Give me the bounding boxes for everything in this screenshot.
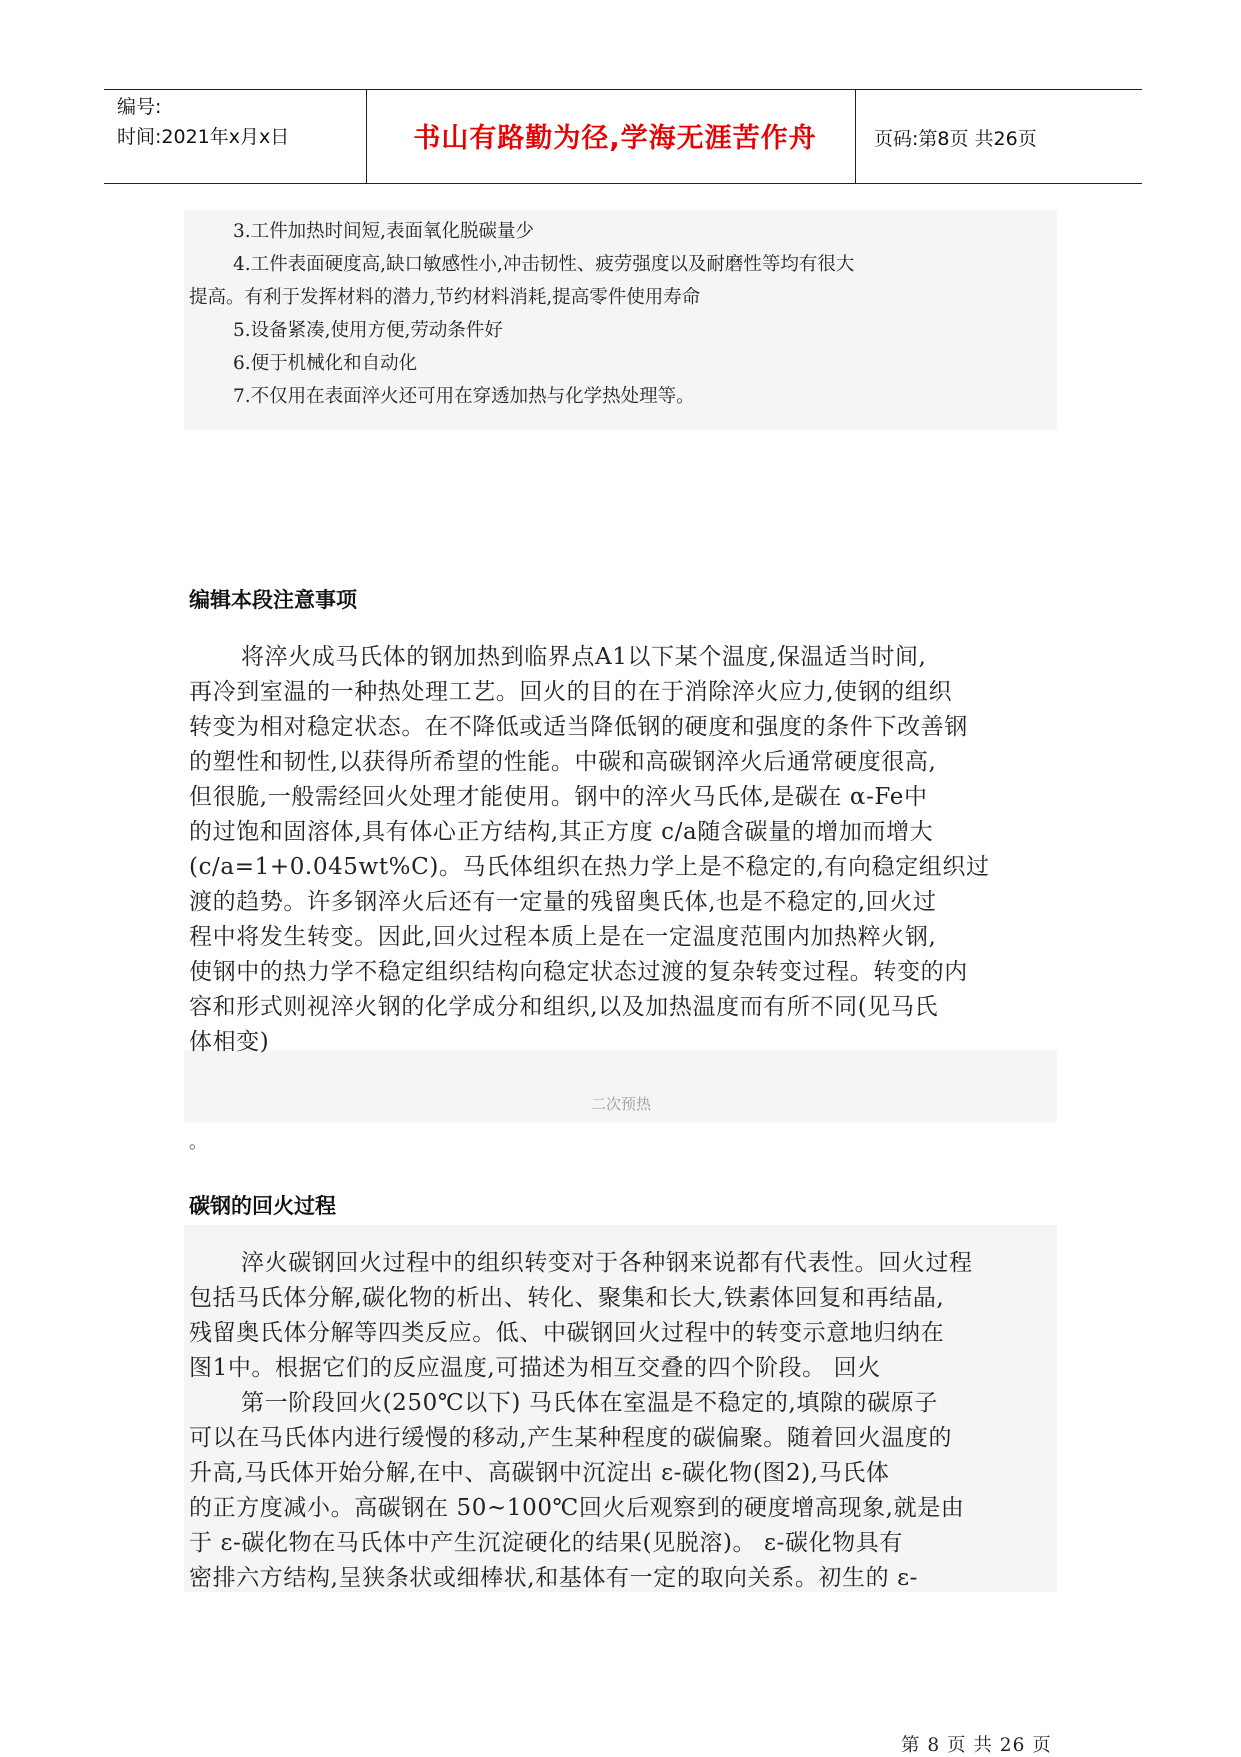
section-heading: 碳钢的回火过程 — [189, 1194, 336, 1218]
paragraph-line: 可以在马氏体内进行缓慢的移动,产生某种程度的碳偏聚。随着回火温度的 — [189, 1425, 953, 1451]
paragraph-line: 再冷到室温的一种热处理工艺。回火的目的在于消除淬火应力,使钢的组织 — [189, 679, 953, 705]
list-item: 3.工件加热时间短,表面氧化脱碳量少 — [233, 221, 535, 242]
number-label: 编号: — [117, 96, 162, 118]
header-slogan: 书山有路勤为径,学海无涯苦作舟 — [413, 123, 817, 154]
paragraph-line: 的塑性和韧性,以获得所希望的性能。中碳和高碳钢淬火后通常硬度很高, — [189, 749, 937, 775]
paragraph-line: 残留奥氏体分解等四类反应。低、中碳钢回火过程中的转变示意地归纳在 — [189, 1320, 945, 1346]
header-meta — [117, 92, 289, 152]
section-heading: 编辑本段注意事项 — [189, 588, 357, 612]
header-divider-left — [366, 89, 367, 183]
paragraph-line: 包括马氏体分解,碳化物的析出、转化、聚集和长大,铁素体回复和再结晶, — [189, 1285, 945, 1311]
page-footer: 第 8 页 共 26 页 — [901, 1735, 1052, 1756]
paragraph-line: 程中将发生转变。因此,回火过程本质上是在一定温度范围内加热粹火钢, — [189, 924, 937, 950]
paragraph-line: 渡的趋势。许多钢淬火后还有一定量的残留奥氏体,也是不稳定的,回火过 — [189, 889, 937, 915]
list-item: 7.不仅用在表面淬火还可用在穿透加热与化学热处理等。 — [233, 386, 695, 407]
paragraph-line: 容和形式则视淬火钢的化学成分和组织,以及加热温度而有所不同(见马氏 — [189, 994, 939, 1020]
header-top-rule — [104, 89, 1142, 90]
paragraph-line: 使钢中的热力学不稳定组织结构向稳定状态过渡的复杂转变过程。转变的内 — [189, 959, 968, 985]
paragraph-line: 升高,马氏体开始分解,在中、高碳钢中沉淀出 ε-碳化物(图2),马氏体 — [189, 1460, 890, 1486]
paragraph-line: 体相变) — [189, 1029, 270, 1055]
paragraph-line: 的过饱和固溶体,具有体心正方结构,其正方度 c/a随含碳量的增加而增大 — [189, 819, 934, 845]
list-item: 4.工件表面硬度高,缺口敏感性小,冲击韧性、疲劳强度以及耐磨性等均有很大 — [233, 254, 855, 275]
paragraph-line: 将淬火成马氏体的钢加热到临界点A1以下某个温度,保温适当时间, — [241, 644, 927, 670]
paragraph-line: 转变为相对稳定状态。在不降低或适当降低钢的硬度和强度的条件下改善钢 — [189, 714, 968, 740]
paragraph-line: 于 ε-碳化物在马氏体中产生沉淀硬化的结果(见脱溶)。 ε-碳化物具有 — [189, 1530, 903, 1556]
header-bottom-rule — [104, 183, 1142, 184]
paragraph-line: 第一阶段回火(250℃以下) 马氏体在室温是不稳定的,填隙的碳原子 — [241, 1390, 938, 1416]
section-paragraph — [189, 1246, 1059, 1596]
paragraph-line: 淬火碳钢回火过程中的组织转变对于各种钢来说都有代表性。回火过程 — [241, 1250, 973, 1276]
list-item: 6.便于机械化和自动化 — [233, 353, 418, 374]
stray-period: 。 — [189, 1132, 207, 1153]
image-caption: 二次预热 — [590, 1095, 651, 1113]
paragraph-line: 但很脆,一般需经回火处理才能使用。钢中的淬火马氏体,是碳在 α-Fe中 — [189, 784, 928, 810]
header-page-info: 页码:第8页 共26页 — [874, 128, 1037, 150]
feature-list — [189, 215, 1059, 413]
paragraph-line: (c/a=1+0.045wt%C)。马氏体组织在热力学上是不稳定的,有向稳定组织过 — [189, 854, 990, 880]
paragraph-line: 的正方度减小。高碳钢在 50~100℃回火后观察到的硬度增高现象,就是由 — [189, 1495, 965, 1521]
paragraph-line: 图1中。根据它们的反应温度,可描述为相互交叠的四个阶段。 回火 — [189, 1355, 881, 1381]
time-label: 时间:2021年x月x日 — [117, 126, 290, 148]
section-paragraph — [189, 640, 1059, 1060]
list-item-continuation: 提高。有利于发挥材料的潜力,节约材料消耗,提高零件使用寿命 — [189, 287, 701, 308]
paragraph-line: 密排六方结构,呈狭条状或细棒状,和基体有一定的取向关系。初生的 ε- — [189, 1565, 919, 1591]
list-item: 5.设备紧凑,使用方便,劳动条件好 — [233, 320, 503, 341]
